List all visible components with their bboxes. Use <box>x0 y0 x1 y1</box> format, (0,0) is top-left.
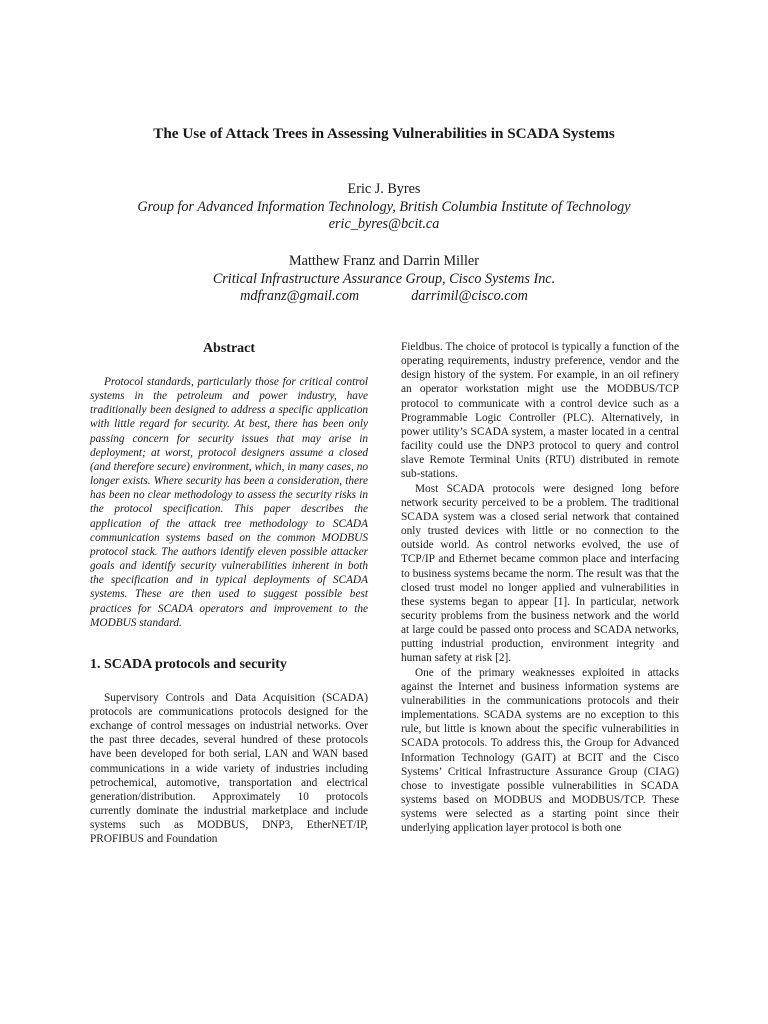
abstract-text: Protocol standards, particularly those for critical control systems in the petroleum and power industry, have traditionally been designed to address a specific application with little regard for security. At best, there has been only passing concern for security issues that may arise in deployment; at worst, protocol designers assume a closed (and therefore secure) environment, which, in many cases, no longer exists. Where security has been a consideration, there has been no clear methodology to assess the security risks in the protocol specification. This paper describes the application of the attack tree methodology to SCADA communication systems based on the common MODBUS protocol stack. The authors identify eleven possible attacker goals and identify security vulnerabilities inherent in both the specification and in typical deployments of SCADA systems. These are then used to suggest possible best practices for SCADA operators and improvement to the MODBUS standard. <box>90 376 368 629</box>
author-email[interactable]: mdfranz@gmail.com <box>240 288 360 304</box>
author-email[interactable]: darrimil@cisco.com <box>411 288 528 304</box>
author-block-2 <box>0 253 768 306</box>
body-paragraph: One of the primary weaknesses exploited in attacks against the Internet and business information systems are vulnerabilities in the communications protocols and their implementations. SCADA systems are no exception to this rule, but little is known about the specific vulnerabilities in SCADA protocols. To address this, the Group for Advanced Information Technology (GAIT) at BCIT and the Cisco Systems’ Critical Infrastructure Assurance Group (CIAG) chose to investigate possible vulnerabilities in SCADA systems based on MODBUS and MODBUS/TCP. These systems were selected as a starting point since their underlying application layer protocol is both one <box>401 666 679 835</box>
body-paragraph: Supervisory Controls and Data Acquisition (SCADA) protocols are communications protocols designed for the exchange of control messages on industrial networks. Over the past three decades, several hundred of these protocols have been developed for both serial, LAN and WAN based communications in a wide variety of industries including petrochemical, automotive, transportation and electrical generation/distribution. Approximately 10 protocols currently dominate the industrial marketplace and include systems such as MODBUS, DNP3, EtherNET/IP, PROFIBUS and Foundation <box>90 691 368 846</box>
author-email[interactable]: eric_byres@bcit.ca <box>328 216 440 232</box>
author-emails <box>0 288 768 306</box>
author-emails <box>0 216 768 234</box>
author-affiliation: Critical Infrastructure Assurance Group, Cisco Systems Inc. <box>212 270 556 287</box>
author-names: Matthew Franz and Darrin Miller <box>289 253 479 269</box>
body-paragraph: Fieldbus. The choice of protocol is typically a function of the operating requirements, industry preference, vendor and the design history of the system. For example, in an oil refinery an operator workstation might use the MODBUS/TCP protocol to communicate with a control device such as a Programmable Logic Controller (PLC). Alternatively, in power utility’s SCADA system, a master located in a central facility could use the DNP3 protocol to query and control slave Remote Terminal Units (RTU) distributed in remote sub-stations. <box>401 341 679 481</box>
abstract-heading: Abstract <box>202 341 256 356</box>
section-heading: 1. SCADA protocols and security <box>90 656 287 672</box>
body-paragraph: Most SCADA protocols were designed long before network security perceived to be a problem. The traditional SCADA system was a closed serial network that contained only trusted devices with little or no connection to the outside world. As control networks evolved, the use of TCP/IP and Ethernet became common place and interfacing to business systems became the norm. The result was that the closed trust model no longer applied and vulnerabilities in these systems began to appear [1]. In particular, network security problems from the business network and the world at large could be passed onto process and SCADA networks, putting industrial production, environment integrity and human safety at risk [2]. <box>401 482 679 665</box>
author-names: Eric J. Byres <box>347 181 421 197</box>
paper-title: The Use of Attack Trees in Assessing Vulnerabilities in SCADA Systems <box>153 125 615 142</box>
author-block-1 <box>0 181 768 234</box>
right-column <box>401 340 679 835</box>
author-affiliation: Group for Advanced Information Technology, British Columbia Institute of Technology <box>137 198 631 215</box>
left-column <box>90 340 368 847</box>
